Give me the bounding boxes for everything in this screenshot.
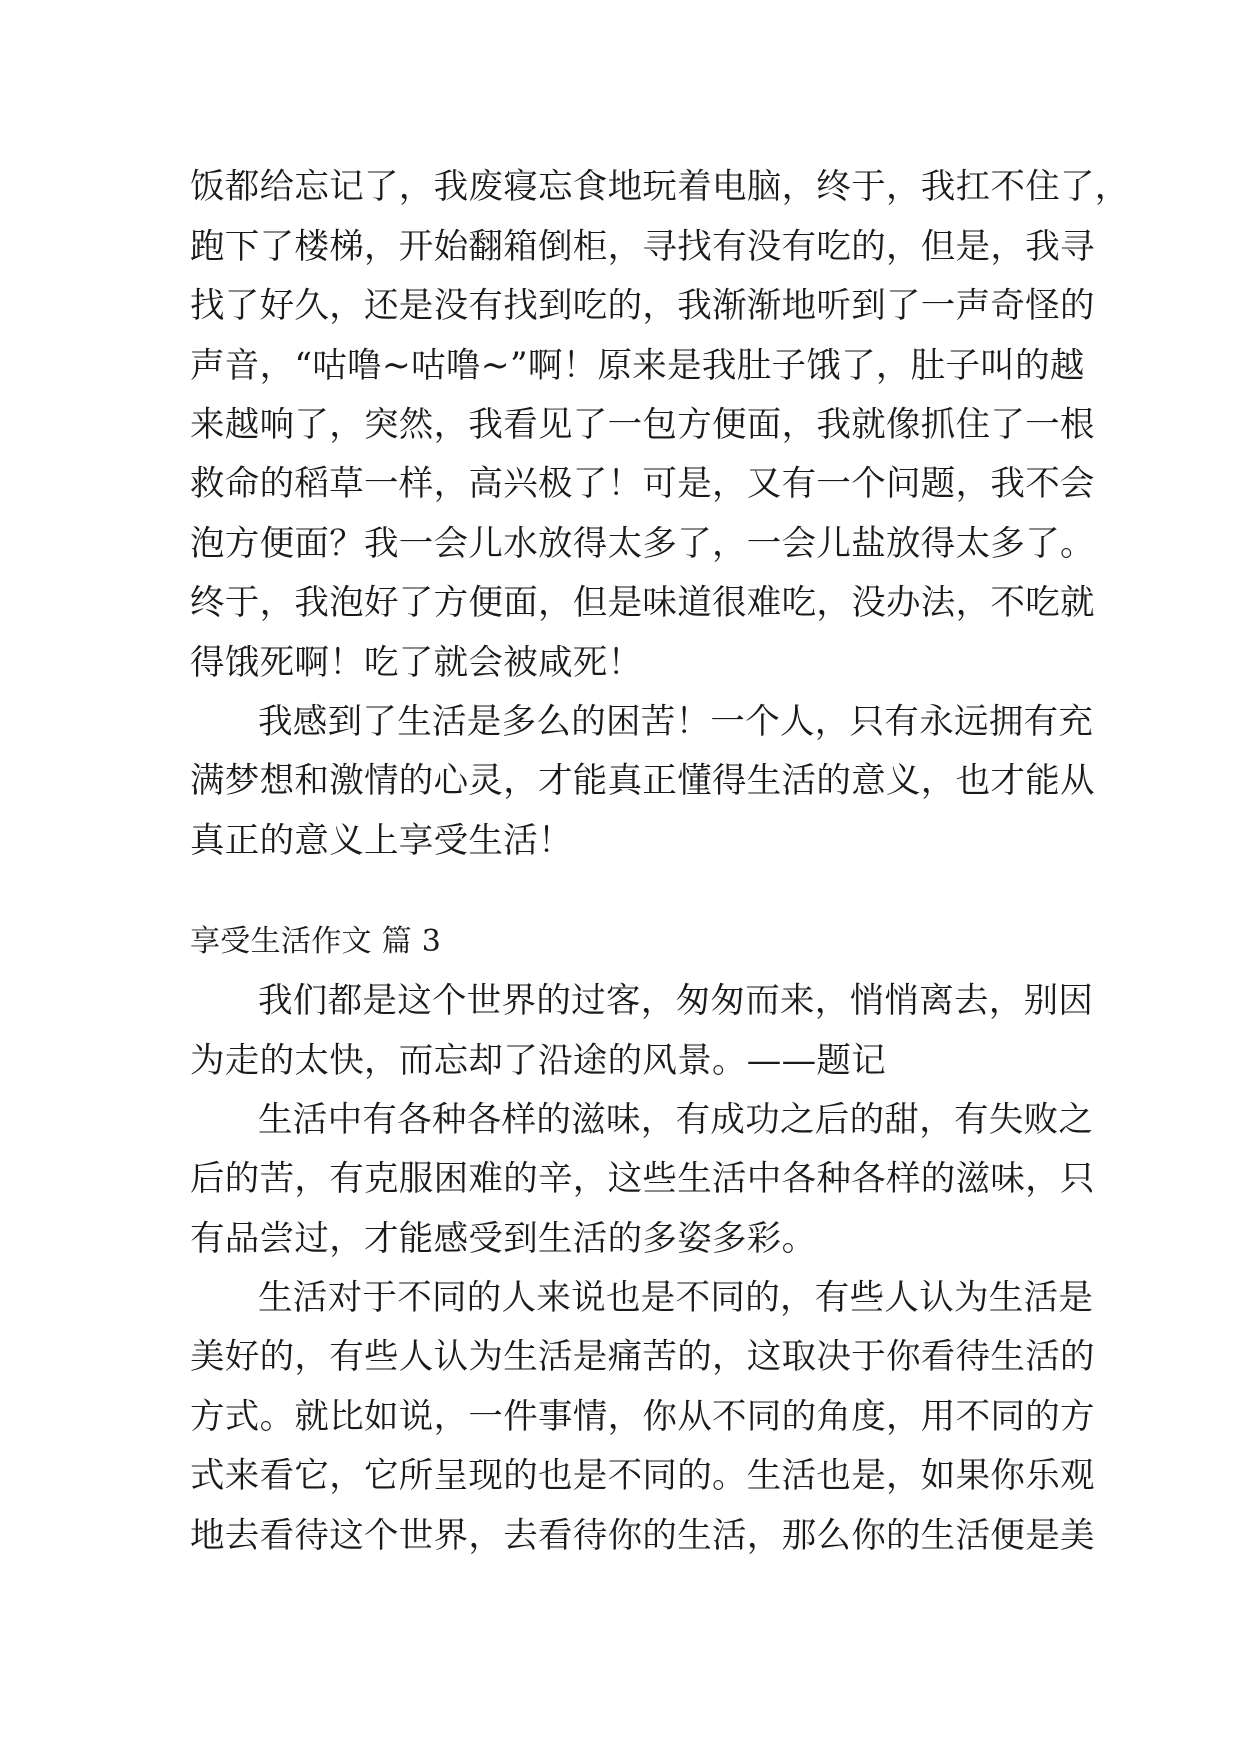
text-line: 满梦想和激情的心灵，才能真正懂得生活的意义，也才能从: [190, 761, 1095, 801]
text-line: 终于，我泡好了方便面，但是味道很难吃，没办法，不吃就: [190, 583, 1095, 623]
text-line: 泡方便面？我一会儿水放得太多了，一会儿盐放得太多了。: [190, 524, 1095, 564]
paragraph-start-line: 生活中有各种各样的滋味，有成功之后的甜，有失败之: [258, 1100, 1094, 1140]
text-line: 地去看待这个世界，去看待你的生活，那么你的生活便是美: [190, 1516, 1095, 1556]
text-line: 来越响了，突然，我看见了一包方便面，我就像抓住了一根: [190, 405, 1095, 445]
text-line: 跑下了楼梯，开始翻箱倒柜，寻找有没有吃的，但是，我寻: [190, 227, 1095, 267]
text-line: 方式。就比如说，一件事情，你从不同的角度，用不同的方: [190, 1397, 1095, 1437]
paragraph-start-line: 我感到了生活是多么的困苦！一个人，只有永远拥有充: [258, 702, 1094, 742]
text-line: 后的苦，有克服困难的辛，这些生活中各种各样的滋味，只: [190, 1159, 1095, 1199]
text-line: 声音，“咕噜~咕噜~”啊！原来是我肚子饿了，肚子叫的越: [190, 346, 1085, 386]
paragraph-start-line: 我们都是这个世界的过客，匆匆而来，悄悄离去，别因: [258, 981, 1094, 1021]
text-line: 得饿死啊！吃了就会被咸死！: [190, 643, 643, 683]
text-line: 美好的，有些人认为生活是痛苦的，这取决于你看待生活的: [190, 1337, 1095, 1377]
text-line: 为走的太快，而忘却了沿途的风景。——题记: [190, 1041, 886, 1081]
section-heading: 享受生活作文 篇 3: [190, 924, 442, 959]
text-line: 饭都给忘记了，我废寝忘食地玩着电脑，终于，我扛不住了，: [190, 167, 1130, 207]
text-line: 真正的意义上享受生活！: [190, 821, 573, 861]
paragraph-start-line: 生活对于不同的人来说也是不同的，有些人认为生活是: [258, 1278, 1094, 1318]
text-line: 救命的稻草一样，高兴极了！可是，又有一个问题，我不会: [190, 464, 1095, 504]
text-line: 找了好久，还是没有找到吃的，我渐渐地听到了一声奇怪的: [190, 286, 1095, 326]
text-line: 有品尝过，才能感受到生活的多姿多彩。: [190, 1219, 817, 1259]
text-line: 式来看它，它所呈现的也是不同的。生活也是，如果你乐观: [190, 1456, 1095, 1496]
